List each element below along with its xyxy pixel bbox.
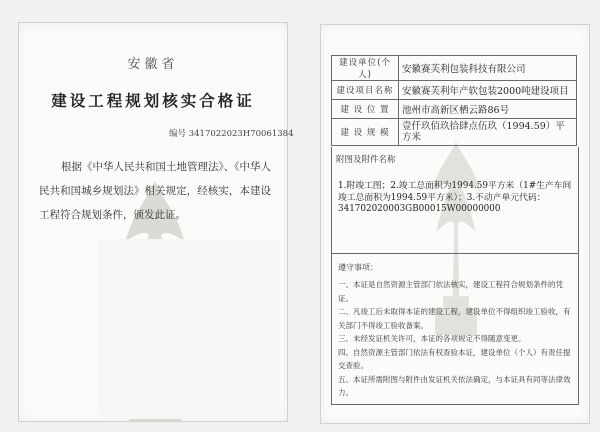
attachments-section xyxy=(331,147,579,254)
number-label: 编号 xyxy=(169,129,187,139)
attachments-text: 1.附竣工图；2.竣工总面积为1994.59平方米（1#生产车间竣工总面积为1994.59平方米）；3.不动产单元代码：341702020003GB00015W00000000 xyxy=(338,181,572,214)
row-value: 池州市高新区栖云路86号 xyxy=(399,100,577,119)
certificate-details-page xyxy=(320,24,590,424)
certificate-statement: 根据《中华人民共和国土地管理法》、《中华人民共和国城乡规划法》相关规定，经核实，本建设工程符合规划条件，颁发此证。 xyxy=(39,161,271,221)
note-item: 三、未经发证机关许可，本证的各项规定不得随意变更。 xyxy=(338,334,526,343)
table-row xyxy=(332,119,577,146)
certificate-front-page xyxy=(18,22,294,422)
row-value: 安徽赛芙利年产软包装2000吨建设项目 xyxy=(399,81,577,100)
row-label: 建 设 规 模 xyxy=(332,119,399,146)
row-label: 建设单位(个人) xyxy=(332,56,399,81)
row-value: 安徽赛芙利包装科技有限公司 xyxy=(399,56,577,81)
attachments-title: 附图及附件名称 xyxy=(336,155,396,165)
certificate-number xyxy=(169,127,293,139)
province-heading: 安徽省 xyxy=(127,57,179,72)
redacted-region xyxy=(99,239,279,419)
table-row xyxy=(332,100,577,119)
row-label: 建设项目名称 xyxy=(332,81,399,100)
number-value: 3417022023H70061384 xyxy=(188,129,294,139)
note-item: 一、本证是自然资源主管部门依法核实，建设工程符合规划条件的凭证。 xyxy=(338,280,563,303)
certificate-title: 建设工程规划核实合格证 xyxy=(51,91,255,110)
note-item: 四、自然资源主管部门依法有权查验本证，建设单位（个人）有责任提交查验。 xyxy=(338,347,571,370)
notes-section xyxy=(331,253,579,405)
notes-title: 遵守事项： xyxy=(338,263,378,272)
table-row xyxy=(332,81,577,100)
project-info-table xyxy=(331,55,577,146)
note-item: 二、凡竣工后未取得本证的建设工程，建设单位不得组织竣工验收，有关部门不得竣工验收备案。 xyxy=(338,307,571,330)
notes-list xyxy=(338,278,572,400)
note-item: 五、本证所需附图与附件由发证机关依法确定，与本证具有同等法律效力。 xyxy=(338,374,571,397)
table-row xyxy=(332,56,577,81)
row-value: 壹仟玖佰玖拾肆点伍玖（1994.59）平方米 xyxy=(399,119,577,146)
row-label: 建 设 位 置 xyxy=(332,100,399,119)
